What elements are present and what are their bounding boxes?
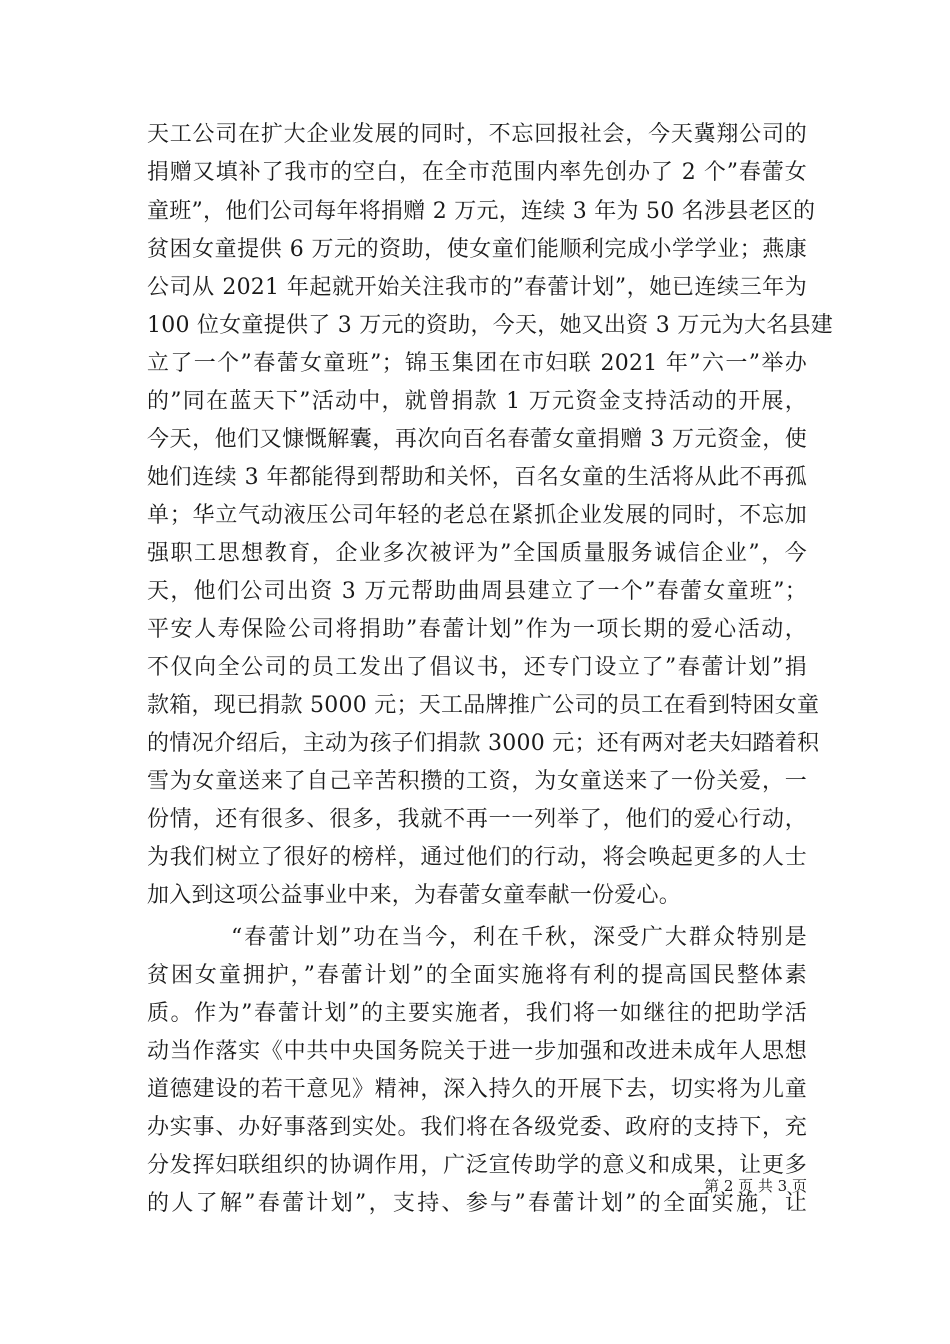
text-line: 贫困女童提供 6 万元的资助，使女童们能顺利完成小学学业；燕康 [147,237,807,262]
text-line: 雪为女童送来了自己辛苦积攒的工资，为女童送来了一份关爱，一 [147,769,807,794]
text-line: 加入到这项公益事业中来，为春蕾女童奉献一份爱心。 [147,883,682,908]
text-line: 天工公司在扩大企业发展的同时，不忘回报社会，今天冀翔公司的 [147,122,807,147]
text-line: 今天，他们又慷慨解囊，再次向百名春蕾女童捐赠 3 万元资金，使 [147,427,807,452]
text-line: 童班”，他们公司每年将捐赠 2 万元，连续 3 年为 50 名涉县老区的 [147,199,816,224]
text-line: 款箱，现已捐款 5000 元；天工品牌推广公司的员工在看到特困女童 [147,693,820,718]
text-line: 立了一个”春蕾女童班”；锦玉集团在市妇联 2021 年”六一”举办 [147,351,807,376]
page-number-footer: 第 2 页 共 3 页 [704,1177,807,1195]
text-line: 强职工思想教育，企业多次被评为”全国质量服务诚信企业”，今 [147,541,807,566]
text-line: 100 位女童提供了 3 万元的资助，今天，她又出资 3 万元为大名县建 [147,313,833,338]
text-line: 贫困女童拥护，”春蕾计划”的全面实施将有利的提高国民整体素 [147,963,807,988]
text-line: 办实事、办好事落到实处。我们将在各级党委、政府的支持下，充 [147,1115,807,1140]
text-line: 天，他们公司出资 3 万元帮助曲周县建立了一个”春蕾女童班”； [147,579,807,604]
text-line: 质。作为”春蕾计划”的主要实施者，我们将一如继往的把助学活 [147,1001,807,1026]
text-line: 动当作落实《中共中央国务院关于进一步加强和改进未成年人思想 [147,1039,807,1064]
text-line: 捐赠又填补了我市的空白，在全市范围内率先创办了 2 个”春蕾女 [147,160,807,185]
text-line: 份情，还有很多、很多，我就不再一一列举了，他们的爱心行动， [147,807,807,832]
text-line: 单；华立气动液压公司年轻的老总在紧抓企业发展的同时，不忘加 [147,503,807,528]
text-line: 为我们树立了很好的榜样，通过他们的行动，将会唤起更多的人士 [147,845,807,870]
text-line: 公司从 2021 年起就开始关注我市的”春蕾计划”，她已连续三年为 [147,275,807,300]
text-line: 分发挥妇联组织的协调作用，广泛宣传助学的意义和成果，让更多 [147,1153,807,1178]
text-line: 道德建设的若干意见》精神，深入持久的开展下去，切实将为儿童 [147,1077,807,1102]
text-line: 的人了解”春蕾计划”，支持、参与”春蕾计划”的全面实施，让 [147,1191,807,1216]
paragraph-first-line: “春蕾计划”功在当今，利在千秋，深受广大群众特别是 [231,925,807,950]
text-line: 不仅向全公司的员工发出了倡议书，还专门设立了”春蕾计划”捐 [147,655,807,680]
text-line: 平安人寿保险公司将捐助”春蕾计划”作为一项长期的爱心活动， [147,617,807,642]
text-line: 她们连续 3 年都能得到帮助和关怀，百名女童的生活将从此不再孤 [147,465,807,490]
text-line: 的情况介绍后，主动为孩子们捐款 3000 元；还有两对老夫妇踏着积 [147,731,820,756]
text-line: 的”同在蓝天下”活动中，就曾捐款 1 万元资金支持活动的开展， [147,389,807,414]
